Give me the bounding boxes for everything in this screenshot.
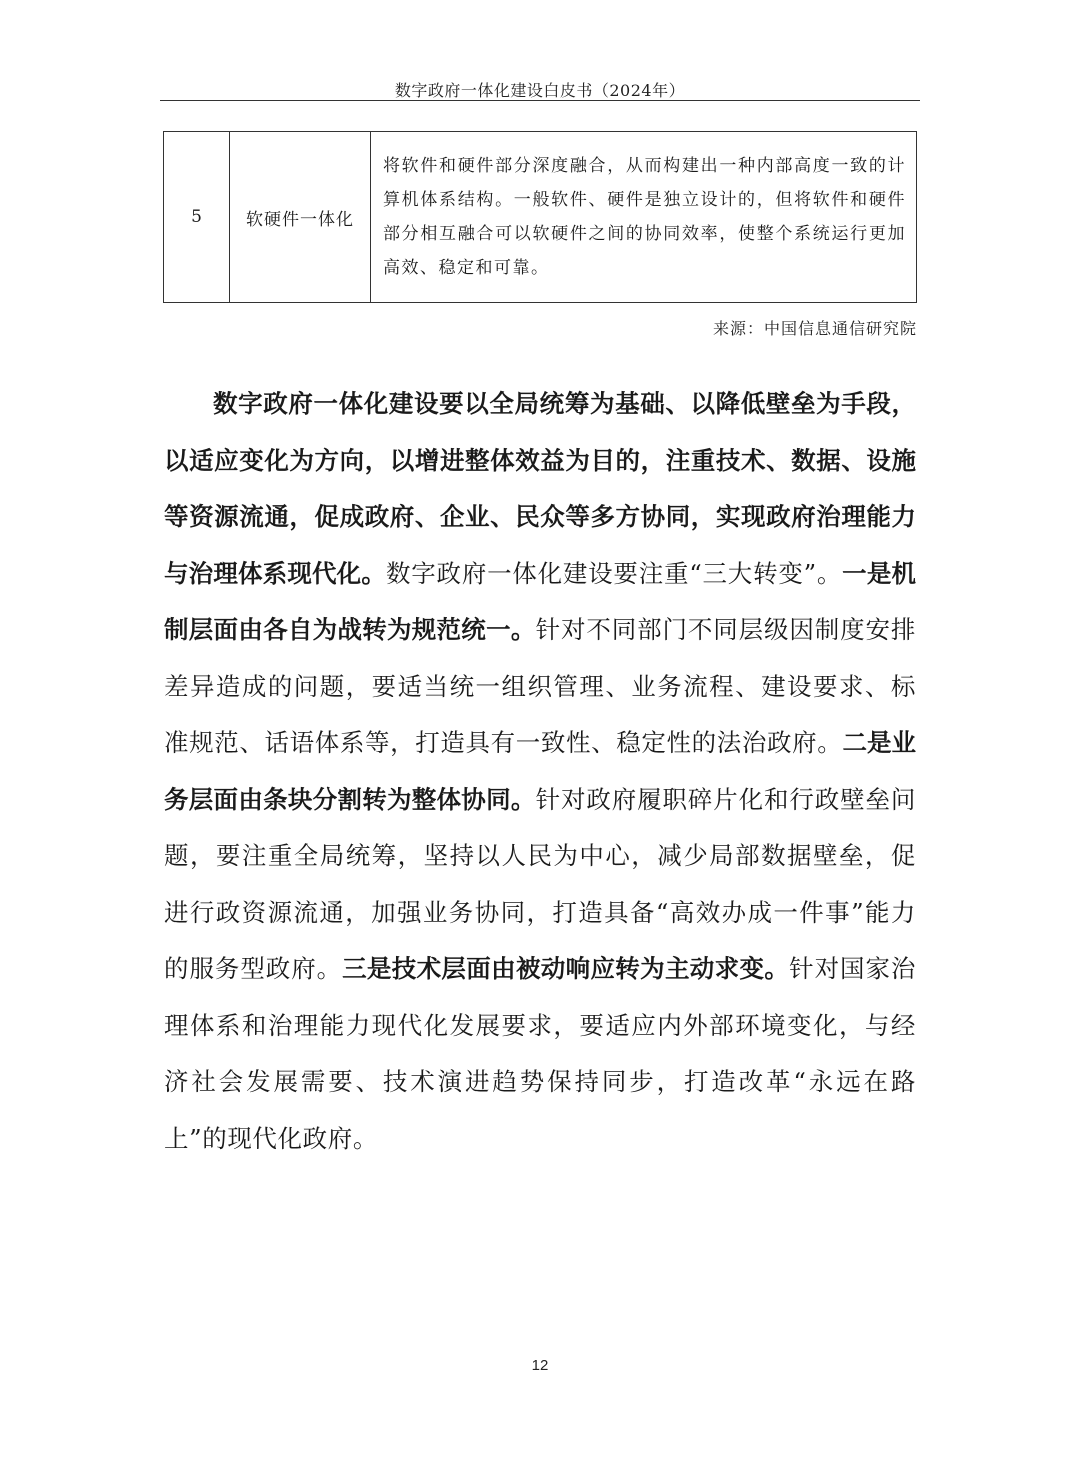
point-three-heading: 三是技术层面由被动响应转为主动求变。 — [342, 954, 790, 983]
table-row — [164, 132, 917, 303]
row-description: 将软件和硬件部分深度融合，从而构建出一种内部高度一致的计算机体系结构。一般软件、硬件是独立设计的，但将软件和硬件部分相互融合可以软硬件之间的协同效率，使整个系统运行更加高效、稳定和可靠。 — [371, 132, 917, 303]
feature-table — [163, 131, 917, 303]
body-paragraph — [164, 376, 916, 1167]
point-two-heading: 二是业务层面由条块分割转为整体协同。 — [164, 728, 917, 814]
table-source-note: 来源：中国信息通信研究院 — [712, 319, 917, 338]
lead-statement: 数字政府一体化建设要以全局统筹为基础、以降低壁垒为手段，以适应变化为方向，以增进整体效益为目的，注重技术、数据、设施等资源流通，促成政府、企业、民众等多方协同，实现政府治理能力与治理体系现代化。 — [164, 389, 916, 588]
running-header: 数字政府一体化建设白皮书（2024年） — [394, 81, 686, 100]
point-three-text: 针对国家治理体系和治理能力现代化发展要求，要适应内外部环境变化，与经济社会发展需要、技术演进趋势保持同步，打造改革“永远在路上”的现代化政府。 — [164, 954, 917, 1153]
page-number: 12 — [531, 1357, 549, 1374]
point-one-text: 针对不同部门不同层级因制度安排差异造成的问题，要适当统一组织管理、业务流程、建设要求、标准规范、话语体系等，打造具有一致性、稳定性的法治政府。 — [164, 615, 917, 757]
header-divider — [160, 100, 920, 101]
row-number: 5 — [164, 132, 230, 303]
row-name: 软硬件一体化 — [230, 132, 371, 303]
point-one-heading: 一是机制层面由各自为战转为规范统一。 — [164, 558, 917, 644]
point-two-text: 针对政府履职碎片化和行政壁垒问题，要注重全局统筹，坚持以人民为中心，减少局部数据壁垒，促进行政资源流通，加强业务协同，打造具备“高效办成一件事”能力的服务型政府。 — [164, 784, 917, 983]
intro-sentence: 数字政府一体化建设要注重“三大转变”。 — [386, 558, 843, 588]
